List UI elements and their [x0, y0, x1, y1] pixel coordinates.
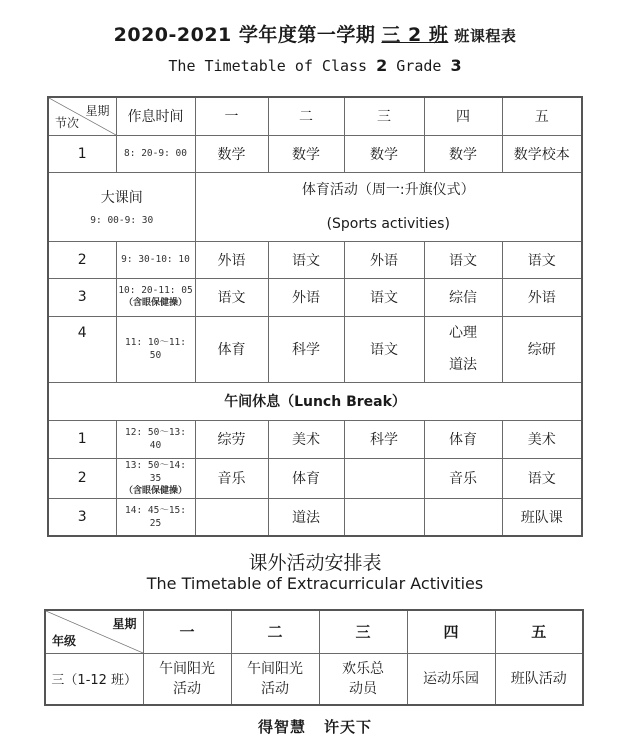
period-time: 14: 45～15: 25 [116, 498, 195, 536]
table-row [48, 420, 582, 458]
subject-cell: 综研 [502, 316, 582, 382]
subject-cell: 外语 [195, 241, 268, 278]
corner-header-cell [48, 97, 116, 135]
big-break-label-cell [48, 172, 195, 241]
subject-cell [344, 458, 424, 498]
motto-part: 许天下 [324, 718, 373, 736]
subject-cell: 语文 [502, 458, 582, 498]
eye-exercise-note: （含眼保健操） [123, 298, 187, 308]
period-time-cell [116, 458, 195, 498]
subject-cell: 数学 [268, 135, 344, 172]
activity-line: 运动乐园 [423, 670, 479, 687]
subtitle-prefix: The Timetable of Class [168, 57, 368, 75]
activity-line: 动员 [349, 680, 377, 697]
subject-cell: 数学 [344, 135, 424, 172]
table-row [48, 278, 582, 316]
subject-cell: 科学 [268, 316, 344, 382]
day-header-thu: 四 [424, 97, 502, 135]
subject-cell: 体育 [424, 420, 502, 458]
lunch-break-row [48, 382, 582, 420]
subject-cell: 道法 [268, 498, 344, 536]
subject-line: 道法 [449, 357, 477, 373]
day-header-mon: 一 [195, 97, 268, 135]
activity-line: 午间阳光 [159, 660, 215, 677]
subject-cell [195, 498, 268, 536]
extra-corner-weekday: 星期 [112, 617, 137, 631]
extracurricular-subtitle: The Timetable of Extracurricular Activities [146, 574, 484, 593]
class-timetable [47, 96, 583, 537]
period-number: 2 [48, 241, 116, 278]
activity-cell [143, 653, 231, 705]
period-number: 3 [48, 498, 116, 536]
table-row [48, 316, 582, 382]
page-subtitle [0, 56, 630, 75]
period-number: 3 [48, 278, 116, 316]
activity-cell [495, 653, 583, 705]
table-row [48, 498, 582, 536]
subject-cell: 语文 [268, 241, 344, 278]
subtitle-mid: Grade [396, 57, 442, 75]
big-break-activity: 体育活动（周一:升旗仪式） [301, 181, 475, 198]
period-number: 1 [48, 135, 116, 172]
subject-line: 心理 [449, 325, 477, 341]
activity-cell [231, 653, 319, 705]
period-number: 2 [48, 458, 116, 498]
subject-cell: 体育 [268, 458, 344, 498]
activity-line: 午间阳光 [247, 660, 303, 677]
subject-cell: 数学校本 [502, 135, 582, 172]
eye-exercise-note: （含眼保健操） [123, 485, 187, 496]
subject-cell: 语文 [344, 316, 424, 382]
period-time: 9: 30-10: 10 [116, 241, 195, 278]
activity-cell [407, 653, 495, 705]
motto-part: 得智慧 [257, 718, 306, 736]
extra-day-wed: 三 [319, 610, 407, 653]
extracurricular-table [44, 609, 584, 706]
subject-cell: 语文 [344, 278, 424, 316]
extra-corner-cell [45, 610, 143, 653]
period-time: 10: 20-11: 05 [118, 285, 193, 296]
extra-day-tue: 二 [231, 610, 319, 653]
day-header-tue: 二 [268, 97, 344, 135]
activity-cell [319, 653, 407, 705]
table-row [48, 458, 582, 498]
period-time-cell [116, 278, 195, 316]
subject-cell [344, 498, 424, 536]
subject-cell: 外语 [344, 241, 424, 278]
period-time: 11: 10～11: 50 [116, 316, 195, 382]
subject-cell: 语文 [502, 241, 582, 278]
subject-cell: 外语 [502, 278, 582, 316]
table-row [48, 135, 582, 172]
subject-cell: 综信 [424, 278, 502, 316]
subject-cell: 语文 [195, 278, 268, 316]
activity-line: 活动 [261, 680, 289, 697]
corner-period-label: 节次 [55, 115, 80, 130]
extracurricular-header-row [45, 610, 583, 653]
activity-line: 班队活动 [510, 670, 567, 687]
subject-cell: 综劳 [195, 420, 268, 458]
subtitle-grade: 3 [450, 56, 462, 75]
subject-cell: 音乐 [424, 458, 502, 498]
table-row [45, 653, 583, 705]
day-header-fri: 五 [502, 97, 582, 135]
subject-cell: 数学 [195, 135, 268, 172]
subject-cell: 外语 [268, 278, 344, 316]
timetable-header-row [48, 97, 582, 135]
extracurricular-title: 课外活动安排表 [248, 552, 382, 574]
title-suffix: 班课程表 [454, 27, 517, 45]
big-break-row [48, 172, 582, 241]
period-number: 1 [48, 420, 116, 458]
activity-line: 欢乐总 [342, 660, 384, 677]
activity-line: 活动 [173, 680, 201, 697]
extra-day-fri: 五 [495, 610, 583, 653]
period-time: 8: 20-9: 00 [116, 135, 195, 172]
period-time: 12: 50～13: 40 [116, 420, 195, 458]
table-row [48, 241, 582, 278]
page-title [0, 20, 630, 47]
period-number: 4 [48, 316, 116, 382]
day-header-wed: 三 [344, 97, 424, 135]
title-prefix: 2020-2021 学年度第一学期 [113, 24, 376, 46]
subject-cell: 音乐 [195, 458, 268, 498]
motto [0, 716, 630, 737]
subtitle-class: 2 [376, 56, 388, 75]
subject-cell: 体育 [195, 316, 268, 382]
time-header: 作息时间 [116, 97, 195, 135]
subject-cell: 班队课 [502, 498, 582, 536]
extra-corner-grade: 年级 [52, 633, 77, 648]
period-time: 13: 50～14: 35 [125, 459, 186, 484]
subject-cell [424, 498, 502, 536]
subject-cell: 语文 [424, 241, 502, 278]
big-break-activity-en: (Sports activities) [326, 215, 450, 232]
subject-cell: 美术 [502, 420, 582, 458]
lunch-break-label: 午间休息（Lunch Break） [48, 382, 582, 420]
big-break-activity-cell [195, 172, 582, 241]
extra-day-mon: 一 [143, 610, 231, 653]
big-break-label: 大课间 [100, 190, 143, 206]
subject-cell: 科学 [344, 420, 424, 458]
extra-day-thu: 四 [407, 610, 495, 653]
subject-cell-split [424, 316, 502, 382]
subject-cell: 美术 [268, 420, 344, 458]
class-label: 三 2 班 [381, 24, 449, 46]
grade-cell: 三（1-12 班） [45, 653, 143, 705]
subject-cell: 数学 [424, 135, 502, 172]
corner-weekday-label: 星期 [85, 104, 110, 118]
big-break-time: 9: 00-9: 30 [90, 215, 154, 226]
